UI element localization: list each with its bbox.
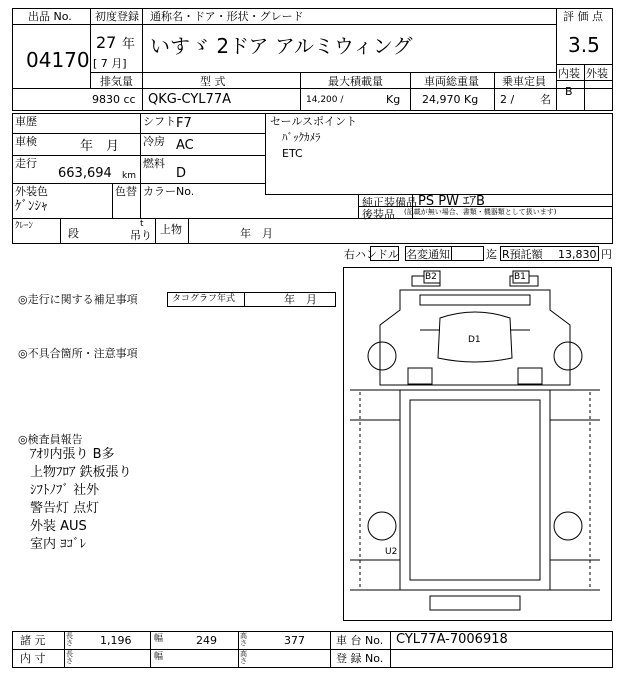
mileage-value: 663,694	[58, 166, 112, 181]
inner-length-label: 長さ	[66, 650, 73, 665]
fuel-value: D	[176, 166, 187, 181]
color-change-label: 色替	[115, 185, 137, 198]
inspection-value: 年 月	[80, 139, 120, 154]
eval-score: 3.5	[568, 33, 600, 57]
sales-point-1: ﾊﾞｯｸｶﾒﾗ	[282, 131, 321, 144]
aftermarket-label: 後装品	[362, 208, 395, 221]
inner-width-label: 幅	[154, 652, 164, 662]
inspection-label: 車検	[15, 135, 37, 148]
color-value: ｹﾞﾝｼｬ	[15, 199, 48, 214]
inspector-report-label: ◎検査員報告	[18, 433, 83, 446]
history-label: 車歴	[15, 115, 37, 128]
crane-ton: t	[140, 219, 144, 229]
crane-label: ｸﾚｰﾝ	[15, 221, 34, 231]
width-label: 幅	[154, 634, 164, 644]
color-label: 外装色	[15, 185, 48, 198]
gvw-value: 24,970 Kg	[422, 93, 479, 106]
registration-no-label: 登 録 No.	[336, 652, 384, 665]
damage-marker-b1: B1	[514, 272, 526, 282]
lot-label: 出品 No.	[28, 10, 72, 23]
interior-grade: B	[565, 85, 573, 98]
recycle-deposit-value: 13,830	[558, 248, 597, 261]
eval-label: 評 価 点	[563, 10, 603, 23]
length-value: 1,196	[100, 634, 132, 647]
damage-marker-b2: B2	[425, 272, 437, 282]
wheel-front-left	[368, 342, 396, 370]
interior-label: 内装	[558, 67, 580, 80]
crane-hang: 吊り	[130, 229, 152, 242]
fuel-label: 燃料	[143, 157, 165, 170]
length-label: 長さ	[66, 632, 73, 647]
capacity-unit: 名	[540, 93, 551, 106]
report-item: ｼﾌﾄﾉﾌﾞ 社外	[30, 483, 100, 498]
equipment-label: 純正装備品	[362, 196, 417, 209]
due-label: 迄	[486, 248, 497, 261]
width-value: 249	[196, 634, 217, 647]
equipment-value: PS PW ｴｱB	[418, 194, 485, 209]
max-load-label: 最大積載量	[328, 75, 383, 88]
vehicle-name-label: 通称名・ドア・形状・グレード	[150, 10, 304, 23]
ac-value: AC	[176, 138, 194, 153]
spec-label: 諸 元	[20, 634, 46, 647]
wheel-rear-left	[368, 512, 396, 540]
capacity-label: 乗車定員	[502, 75, 546, 88]
displacement-label: 排気量	[100, 75, 133, 88]
max-load-unit: Kg	[386, 93, 401, 106]
model-label: 型 式	[200, 75, 226, 88]
shift-value: F7	[176, 116, 192, 131]
upper-body-label: 上物	[160, 223, 182, 236]
drive-remarks-label: ◎走行に関する補足事項	[18, 293, 138, 306]
sales-point-label: セールスポイント	[270, 115, 358, 128]
reg-label: 初度登録	[95, 10, 139, 23]
upper-body-value: 年 月	[240, 227, 273, 240]
chassis-label: 車 台 No.	[336, 634, 384, 647]
report-item: 外装 AUS	[30, 519, 87, 534]
max-load-value: 14,200 /	[306, 95, 344, 105]
color-no-label: カラーNo.	[143, 185, 195, 198]
report-item: 室内 ﾖｺﾞﾚ	[30, 537, 87, 552]
shift-label: シフト	[143, 115, 176, 128]
damage-marker-d1: D1	[468, 335, 481, 345]
displacement-value: 9830 cc	[92, 93, 136, 106]
report-item: 警告灯 点灯	[30, 501, 100, 516]
reg-year: 27	[96, 33, 117, 52]
sales-point-2: ETC	[282, 147, 303, 160]
lot-number: 04170	[26, 48, 90, 72]
report-item: 上物ﾌﾛｱ 鉄板張り	[30, 465, 132, 480]
wheel-front-right	[554, 342, 582, 370]
wheel-rear-right	[554, 512, 582, 540]
vehicle-name: いすゞ 2ドア アルミウィング	[150, 34, 413, 58]
name-change-label: 名変通知	[406, 248, 450, 261]
defect-remarks-label: ◎不具合箇所・注意事項	[18, 347, 138, 360]
steering-side: 右ハンドル	[344, 248, 399, 261]
inner-dimension-label: 内 寸	[20, 652, 46, 665]
ac-label: 冷房	[143, 135, 165, 148]
inner-height-label: 高さ	[240, 650, 247, 665]
gvw-label: 車両総重量	[424, 75, 479, 88]
tachograph-value: 年 月	[284, 293, 317, 306]
reg-month: [ 7 月]	[93, 57, 127, 70]
chassis-value: CYL77A-7006918	[396, 632, 508, 647]
exterior-label: 外装	[586, 67, 608, 80]
mileage-label: 走行	[15, 157, 37, 170]
height-value: 377	[284, 634, 305, 647]
tachograph-label: タコグラフ年式	[172, 294, 236, 304]
aftermarket-note: (記載が無い場合、書類・機器類として扱います)	[404, 208, 557, 216]
reg-year-unit: 年	[122, 37, 136, 52]
model-value: QKG-CYL77A	[148, 92, 231, 107]
mileage-unit: km	[122, 171, 136, 181]
crane-steps: 段	[68, 227, 79, 240]
capacity-value: 2 /	[500, 93, 515, 106]
height-label: 高さ	[240, 632, 247, 647]
recycle-deposit-unit: 円	[601, 248, 612, 261]
recycle-deposit-label: R預託額	[502, 248, 543, 261]
report-item: ｱｵﾘ内張り B多	[30, 447, 115, 462]
damage-marker-u2: U2	[385, 547, 398, 557]
